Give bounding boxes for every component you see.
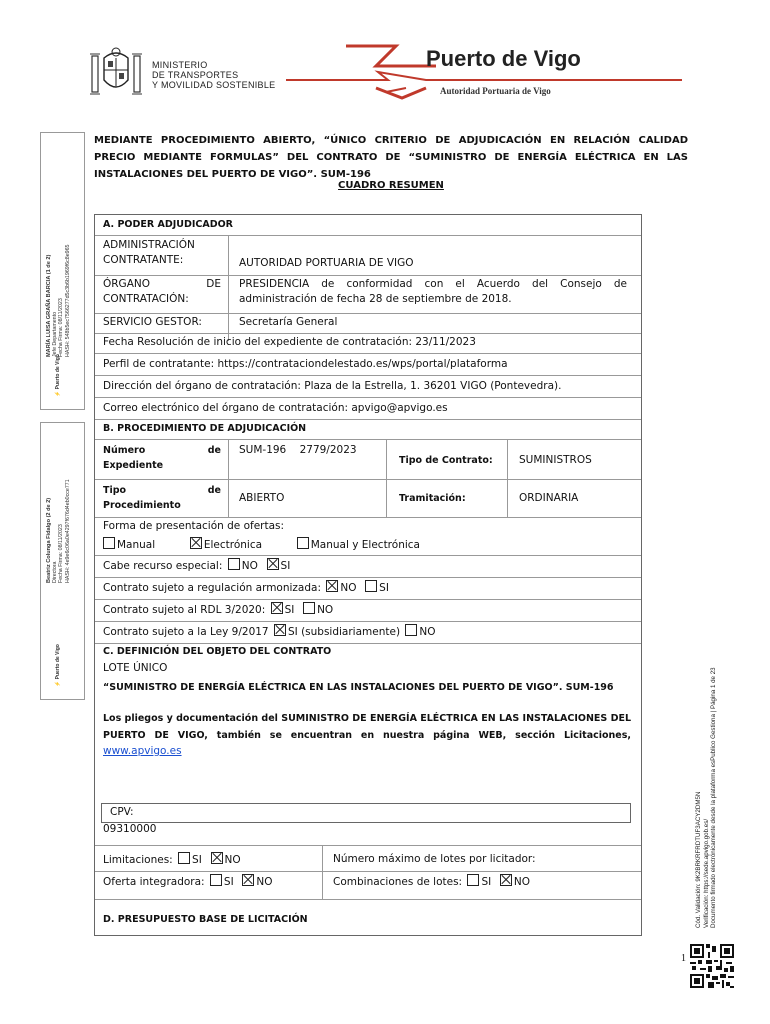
signer-name: Beatriz Colunga Fidalgo (2 de 2) — [46, 497, 52, 583]
checkbox-oferta-no[interactable] — [242, 874, 254, 886]
checkbox-manual[interactable] — [103, 537, 115, 549]
signature-date: Fecha Firma: 08/11/2023 — [58, 524, 65, 583]
mini-port-logo: ⚡ Puerto de Vigo — [55, 354, 61, 397]
document-intro: MEDIANTE PROCEDIMIENTO ABIERTO, “ÚNICO CRITERIO DE ADJUDICACIÓN EN RELACIÓN CALIDAD PRECIO MEDIANTE FORMULAS” DEL CONTRATO DE “SUMINISTRO DE ENERGÍA ELÉCTRICA EN LAS INSTALACIONES DEL PUERTO DE VIGO”. SUM-196 — [94, 135, 688, 180]
cpv-label: CPV: — [110, 806, 134, 818]
cpv-box — [101, 803, 631, 823]
page-number: 1 — [681, 953, 686, 964]
checkbox-recurso-no[interactable] — [228, 558, 240, 570]
coat-of-arms-icon — [86, 44, 146, 100]
signer-name: MARÍA LUISA GRAÑA BARCIA (1 de 2) — [46, 254, 52, 357]
checkbox-combinaciones-si[interactable] — [467, 874, 479, 886]
admin-value: AUTORIDAD PORTUARIA DE VIGO — [239, 257, 414, 269]
correo-organo: Correo electrónico del órgano de contratación: apvigo@apvigo.es — [103, 402, 448, 414]
port-subtitle: Autoridad Portuaria de Vigo — [440, 86, 551, 96]
section-a-title: A. PODER ADJUDICADOR — [103, 219, 233, 230]
limitaciones-row: Limitaciones: SI NO — [103, 854, 241, 866]
combinaciones-row: Combinaciones de lotes: SI NO — [333, 876, 531, 888]
tipo-contrato-label: Tipo de Contrato: — [399, 455, 493, 466]
checkbox-ley-si[interactable] — [274, 624, 286, 636]
tramitacion-value: ORDINARIA — [519, 492, 579, 504]
checkbox-electronica[interactable] — [190, 537, 202, 549]
signature-hash: HASH: 4e9e6c06a0e4297f676d4eb0cce771 — [64, 479, 71, 583]
checkbox-combinaciones-no[interactable] — [500, 874, 512, 886]
section-c-title: C. DEFINICIÓN DEL OBJETO DEL CONTRATO — [103, 646, 332, 657]
max-lotes-label: Número máximo de lotes por licitador: — [333, 853, 536, 865]
checkbox-armonizada-si[interactable] — [365, 580, 377, 592]
mini-port-logo: ⚡ Puerto de Vigo — [55, 644, 61, 687]
servicio-value: Secretaría General — [239, 316, 338, 328]
qr-code-icon — [690, 944, 734, 988]
tramitacion-label: Tramitación: — [399, 493, 466, 504]
summary-table — [94, 214, 642, 936]
checkbox-armonizada-no[interactable] — [326, 580, 338, 592]
section-b-title: B. PROCEDIMIENTO DE ADJUDICACIÓN — [103, 423, 307, 434]
validation-footer: Cód. Validación: 9K2BRKRFRDTUF3ACY2DM5N Verificación: https://sede.apvigo.gob.es/ Documento firmado electrónicamente desde la plataforma esPublico Gestiona | Página 1 de 23 — [695, 667, 717, 928]
bolt-icon: ⚡ — [55, 680, 61, 687]
perfil-contratante: Perfil de contratante: https://contrataciondelestado.es/wps/portal/plataforma — [103, 358, 508, 370]
fecha-resolucion: Fecha Resolución de inicio del expediente de contratación: 23/11/2023 — [103, 336, 476, 348]
tipo-contrato-value: SUMINISTROS — [519, 454, 592, 466]
servicio-label: SERVICIO GESTOR: — [103, 316, 202, 328]
ministry-name: MINISTERIO DE TRANSPORTES Y MOVILIDAD SOSTENIBLE — [152, 60, 276, 90]
tipo-procedimiento-label: Tipo de Procedimiento — [103, 485, 221, 511]
forma-presentacion-label: Forma de presentación de ofertas: — [103, 520, 285, 532]
checkbox-oferta-si[interactable] — [210, 874, 222, 886]
forma-presentacion-options: Manual Electrónica Manual y Electrónica — [101, 537, 420, 553]
checkbox-manual-y-electronica[interactable] — [297, 537, 309, 549]
contract-object: “SUMINISTRO DE ENERGÍA ELÉCTRICA EN LAS INSTALACIONES DEL PUERTO DE VIGO”. SUM-196 — [103, 682, 614, 693]
checkbox-rdl-si[interactable] — [271, 602, 283, 614]
section-d-title: D. PRESUPUESTO BASE DE LICITACIÓN — [103, 914, 308, 925]
ley-row: Contrato sujeto a la Ley 9/2017 SI (subsidiariamente) NO — [103, 626, 436, 638]
signer-role: Directora — [52, 561, 59, 583]
signature-block-2 — [40, 422, 85, 700]
checkbox-limitaciones-no[interactable] — [211, 852, 223, 864]
organo-label: ÓRGANO DE CONTRATACIÓN: — [103, 278, 221, 305]
port-title: Puerto de Vigo — [426, 46, 581, 71]
recurso-especial-row: Cabe recurso especial: NO SI — [103, 560, 291, 572]
oferta-integradora-row: Oferta integradora: SI NO — [103, 876, 273, 888]
checkbox-limitaciones-si[interactable] — [178, 852, 190, 864]
numero-expediente-value: SUM-196 2779/2023 — [239, 444, 357, 456]
lote-unico: LOTE ÚNICO — [103, 662, 168, 674]
armonizada-row: Contrato sujeto a regulación armonizada: NO SI — [103, 582, 389, 594]
cuadro-resumen-title: CUADRO RESUMEN — [338, 180, 444, 191]
checkbox-rdl-no[interactable] — [303, 602, 315, 614]
pliegos-paragraph: Los pliegos y documentación del SUMINISTRO DE ENERGÍA ELÉCTRICA EN LAS INSTALACIONES DEL PUERTO DE VIGO, también se encuentran en nuestra página WEB, sección Licitaciones, — [103, 713, 631, 741]
checkbox-recurso-si[interactable] — [267, 558, 279, 570]
rdl-row: Contrato sujeto al RDL 3/2020: SI NO — [103, 604, 334, 616]
checkbox-ley-no[interactable] — [405, 624, 417, 636]
cpv-value: 09310000 — [103, 823, 157, 835]
signer-role: Jefe Departamento — [52, 311, 59, 357]
tipo-procedimiento-value: ABIERTO — [239, 492, 285, 504]
numero-expediente-label: Número de Expediente — [103, 445, 221, 471]
signature-date: Fecha Firma: 08/11/2023 — [58, 298, 65, 357]
signature-hash: HASH: 548b5ec7566277d5c3b6b1969f6c8e965 — [64, 244, 71, 357]
organo-value: PRESIDENCIA de conformidad con el Acuerdo del Consejo de administración de fecha 28 de septiembre de 2018. — [239, 278, 627, 305]
direccion-organo: Dirección del órgano de contratación: Plaza de la Estrella, 1. 36201 VIGO (Pontevedra). — [103, 380, 562, 392]
bolt-icon: ⚡ — [55, 390, 61, 397]
admin-label: ADMINISTRACIÓN CONTRATANTE: — [103, 239, 195, 266]
web-link[interactable]: www.apvigo.es — [103, 745, 182, 757]
signature-block-1 — [40, 132, 85, 410]
